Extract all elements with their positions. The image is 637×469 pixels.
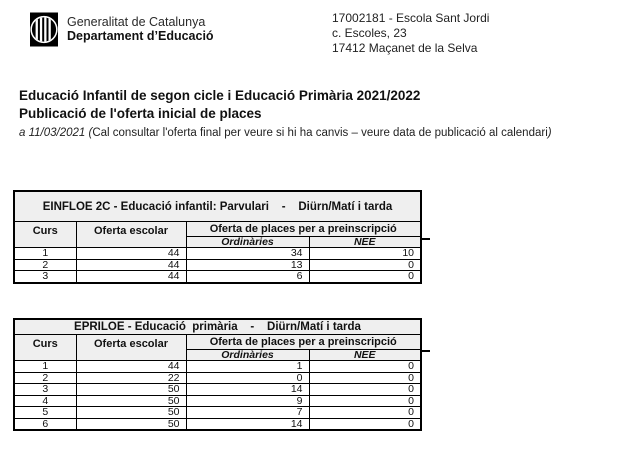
cell-curs: 6 <box>14 418 76 430</box>
cell-ordinaries: 13 <box>186 259 309 271</box>
doc-note-date: a 11/03/2021 ( <box>19 127 93 139</box>
col-header-curs: Curs <box>14 222 76 248</box>
table-row <box>14 418 421 430</box>
cell-curs: 3 <box>14 384 76 396</box>
table-title: EINFLOE 2C - Educació infantil: Parvulari - Diürn/Matí i tarda <box>14 191 421 222</box>
cell-nee: 0 <box>309 395 421 407</box>
cell-oferta: 44 <box>76 248 186 260</box>
cell-curs: 2 <box>14 372 76 384</box>
cell-oferta: 44 <box>76 271 186 283</box>
cell-nee: 0 <box>309 407 421 419</box>
title-block <box>19 87 629 140</box>
cell-ordinaries: 0 <box>186 372 309 384</box>
table-eprioe-wrapper <box>13 318 422 431</box>
cell-ordinaries: 34 <box>186 248 309 260</box>
table-eprioe-body <box>14 361 421 431</box>
table-row <box>14 372 421 384</box>
school-info <box>332 11 489 56</box>
doc-note-body: Cal consultar l'oferta final per veure si hi ha canvis – veure data de publicació al calendari <box>92 127 548 139</box>
cell-curs: 2 <box>14 259 76 271</box>
col-header-oferta-escolar: Oferta escolar <box>76 222 186 248</box>
cell-curs: 1 <box>14 248 76 260</box>
cell-curs: 3 <box>14 271 76 283</box>
cell-curs: 5 <box>14 407 76 419</box>
doc-title-line1: Educació Infantil de segon cicle i Educació Primària 2021/2022 <box>19 88 421 103</box>
table-row <box>14 259 421 271</box>
table-title-row <box>14 191 421 222</box>
col-header-preinscripcio: Oferta de places per a preinscripció <box>186 222 421 237</box>
table-header-row <box>14 222 421 237</box>
cell-ordinaries: 1 <box>186 361 309 373</box>
border-tick <box>422 350 430 352</box>
cell-oferta: 50 <box>76 407 186 419</box>
doc-note <box>19 126 629 140</box>
cell-ordinaries: 6 <box>186 271 309 283</box>
col-header-ordinaries: Ordinàries <box>186 237 309 248</box>
cell-nee: 0 <box>309 418 421 430</box>
cell-oferta: 50 <box>76 395 186 407</box>
cell-nee: 0 <box>309 271 421 283</box>
doc-title-line2: Publicació de l'oferta inicial de places <box>19 106 262 121</box>
table-row <box>14 384 421 396</box>
cell-nee: 0 <box>309 259 421 271</box>
school-code-name: 17002181 - Escola Sant Jordi <box>332 11 490 25</box>
cell-oferta: 22 <box>76 372 186 384</box>
cell-ordinaries: 14 <box>186 418 309 430</box>
table-title-row <box>14 319 421 335</box>
col-header-nee: NEE <box>309 237 421 248</box>
table-row <box>14 407 421 419</box>
org-name <box>67 12 214 43</box>
cell-nee: 10 <box>309 248 421 260</box>
col-header-nee: NEE <box>309 350 421 361</box>
cell-oferta: 50 <box>76 384 186 396</box>
col-header-ordinaries: Ordinàries <box>186 350 309 361</box>
org-line1: Generalitat de Catalunya <box>67 15 206 29</box>
cell-oferta: 44 <box>76 259 186 271</box>
cell-oferta: 50 <box>76 418 186 430</box>
doc-note-close: ) <box>547 127 552 139</box>
cell-ordinaries: 9 <box>186 395 309 407</box>
school-city: 17412 Maçanet de la Selva <box>332 41 478 55</box>
cell-nee: 0 <box>309 361 421 373</box>
header-brand <box>30 12 214 47</box>
table-eprioe <box>13 318 422 431</box>
col-header-curs: Curs <box>14 335 76 361</box>
generalitat-logo-icon <box>30 12 58 47</box>
org-line2: Departament d’Educació <box>67 29 214 43</box>
table-einfloe-body <box>14 248 421 283</box>
table-title: EPRILOE - Educació primària - Diürn/Matí i tarda <box>14 319 421 335</box>
cell-ordinaries: 7 <box>186 407 309 419</box>
cell-curs: 4 <box>14 395 76 407</box>
cell-curs: 1 <box>14 361 76 373</box>
border-tick <box>422 238 430 240</box>
school-address: c. Escoles, 23 <box>332 26 407 40</box>
table-row <box>14 271 421 283</box>
cell-nee: 0 <box>309 384 421 396</box>
col-header-preinscripcio: Oferta de places per a preinscripció <box>186 335 421 350</box>
table-header-row <box>14 335 421 350</box>
cell-oferta: 44 <box>76 361 186 373</box>
table-eprioe-head <box>14 319 421 361</box>
cell-ordinaries: 14 <box>186 384 309 396</box>
table-row <box>14 395 421 407</box>
col-header-oferta-escolar: Oferta escolar <box>76 335 186 361</box>
table-einfloe-wrapper <box>13 190 422 284</box>
table-row <box>14 361 421 373</box>
table-einfloe <box>13 190 422 284</box>
cell-nee: 0 <box>309 372 421 384</box>
table-row <box>14 248 421 260</box>
table-einfloe-head <box>14 191 421 248</box>
